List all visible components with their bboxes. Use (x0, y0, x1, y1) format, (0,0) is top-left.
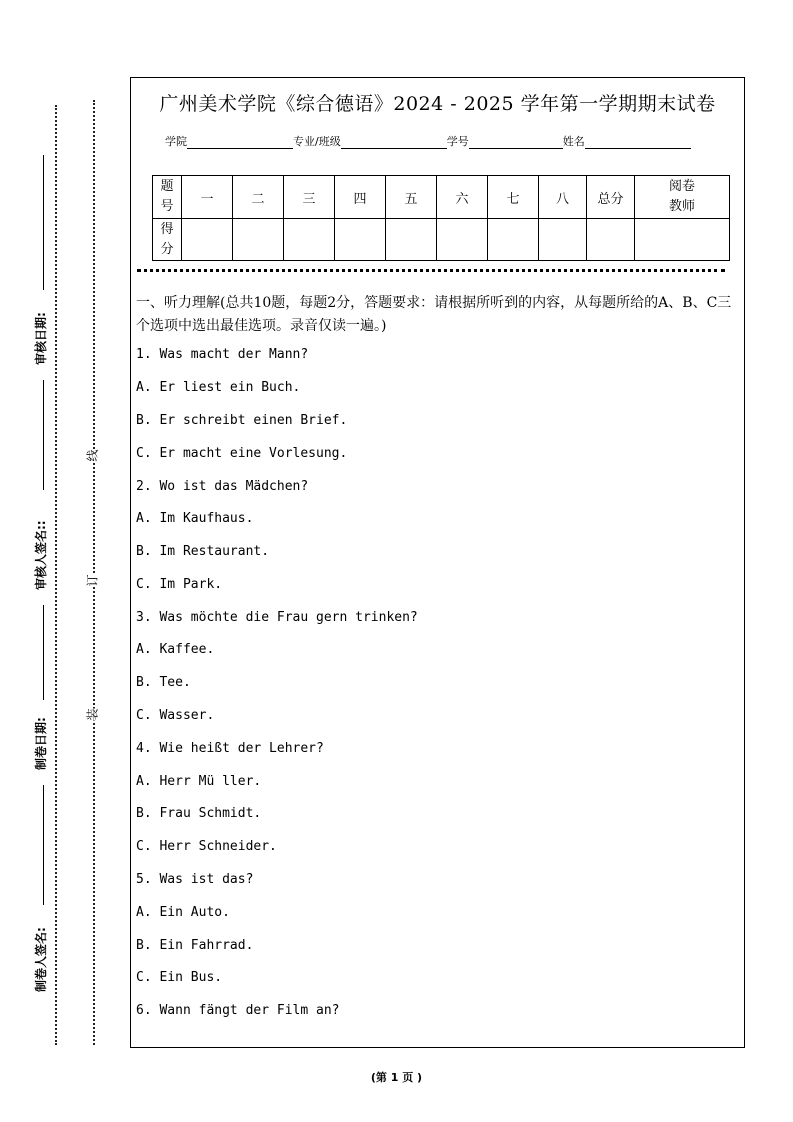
question-number-label: 题 号 (153, 176, 182, 219)
student-id-field[interactable] (469, 136, 563, 149)
option-text: B. Tee. (136, 675, 191, 690)
score-col-total: 总分 (587, 176, 635, 219)
score-cell[interactable] (335, 219, 386, 261)
score-col-8: 八 (539, 176, 587, 219)
score-col-4: 四 (335, 176, 386, 219)
page-number: (第 1 页 ) (370, 1071, 423, 1084)
option-text: C. Er macht eine Vorlesung. (136, 446, 348, 461)
question-text: 5. Was ist das? (136, 872, 254, 887)
question-text: 2. Wo ist das Mädchen? (136, 479, 309, 494)
option-text: A. Er liest ein Buch. (136, 380, 301, 395)
college-label: 学院 (165, 135, 187, 148)
maker-sign-blank-line (43, 785, 44, 905)
score-table-score-row (153, 219, 730, 261)
score-col-reviewer: 阅卷 教师 (635, 176, 730, 219)
option-text: A. Herr Mü ller. (136, 774, 262, 789)
student-info-row (165, 133, 725, 149)
exam-frame (130, 77, 745, 1048)
exam-title: 广州美术学院《综合德语》2024 - 2025 学年第一学期期末试卷 (159, 93, 716, 115)
score-cell[interactable] (233, 219, 284, 261)
score-col-2: 二 (233, 176, 284, 219)
question-text: 1. Was macht der Mann? (136, 347, 309, 362)
section-heading: 一、听力理解(总共10题，每题2分，答题要求：请根据所听到的内容，从每题所给的A、B、C三个选项中选出最佳选项。录音仅读一遍。) (136, 295, 732, 334)
score-col-5: 五 (386, 176, 437, 219)
margin-dotted-line-outer (55, 105, 57, 1045)
score-col-7: 七 (488, 176, 539, 219)
option-text: A. Ein Auto. (136, 905, 230, 920)
option-text: C. Ein Bus. (136, 970, 223, 985)
score-table-header-row (153, 176, 730, 219)
score-col-3: 三 (284, 176, 335, 219)
review-date-label: 审核日期: (34, 312, 48, 365)
major-class-field[interactable] (341, 136, 447, 149)
option-text: C. Herr Schneider. (136, 839, 277, 854)
option-text: A. Kaffee. (136, 642, 215, 657)
score-cell-total[interactable] (587, 219, 635, 261)
score-cell[interactable] (386, 219, 437, 261)
score-col-6: 六 (437, 176, 488, 219)
major-class-label: 专业/班级 (293, 135, 341, 148)
score-cell[interactable] (488, 219, 539, 261)
option-text: B. Er schreibt einen Brief. (136, 413, 348, 428)
name-field[interactable] (585, 136, 691, 149)
score-cell[interactable] (284, 219, 335, 261)
question-text: 4. Wie heißt der Lehrer? (136, 741, 324, 756)
score-cell[interactable] (182, 219, 233, 261)
make-date-label: 制卷日期: (34, 717, 48, 770)
option-text: B. Ein Fahrrad. (136, 938, 254, 953)
make-date-blank-line (43, 605, 44, 700)
score-cell-reviewer[interactable] (635, 219, 730, 261)
maker-sign-label: 制卷人签名: (34, 927, 48, 992)
option-text: B. Frau Schmidt. (136, 806, 262, 821)
score-cell[interactable] (437, 219, 488, 261)
reviewer-sign-label: 审核人签名:: (34, 520, 48, 590)
name-label: 姓名 (562, 135, 585, 148)
question-text: 6. Wann fängt der Film an? (136, 1003, 340, 1018)
review-date-blank-line (43, 155, 44, 290)
option-text: C. Wasser. (136, 708, 215, 723)
college-field[interactable] (187, 136, 293, 149)
option-text: C. Im Park. (136, 577, 223, 592)
binding-char-bind: 装 (85, 708, 100, 721)
option-text: B. Im Restaurant. (136, 544, 270, 559)
student-id-label: 学号 (446, 135, 469, 148)
score-cell[interactable] (539, 219, 587, 261)
score-col-1: 一 (182, 176, 233, 219)
margin-dotted-line-inner (93, 100, 95, 1045)
binding-char-order: 订 (85, 574, 100, 587)
dotted-divider (137, 269, 725, 272)
binding-char-line: 线 (85, 449, 100, 462)
score-table (152, 175, 730, 261)
option-text: A. Im Kaufhaus. (136, 511, 254, 526)
reviewer-sign-blank-line (43, 380, 44, 490)
question-text: 3. Was möchte die Frau gern trinken? (136, 610, 418, 625)
score-label: 得 分 (153, 219, 182, 261)
